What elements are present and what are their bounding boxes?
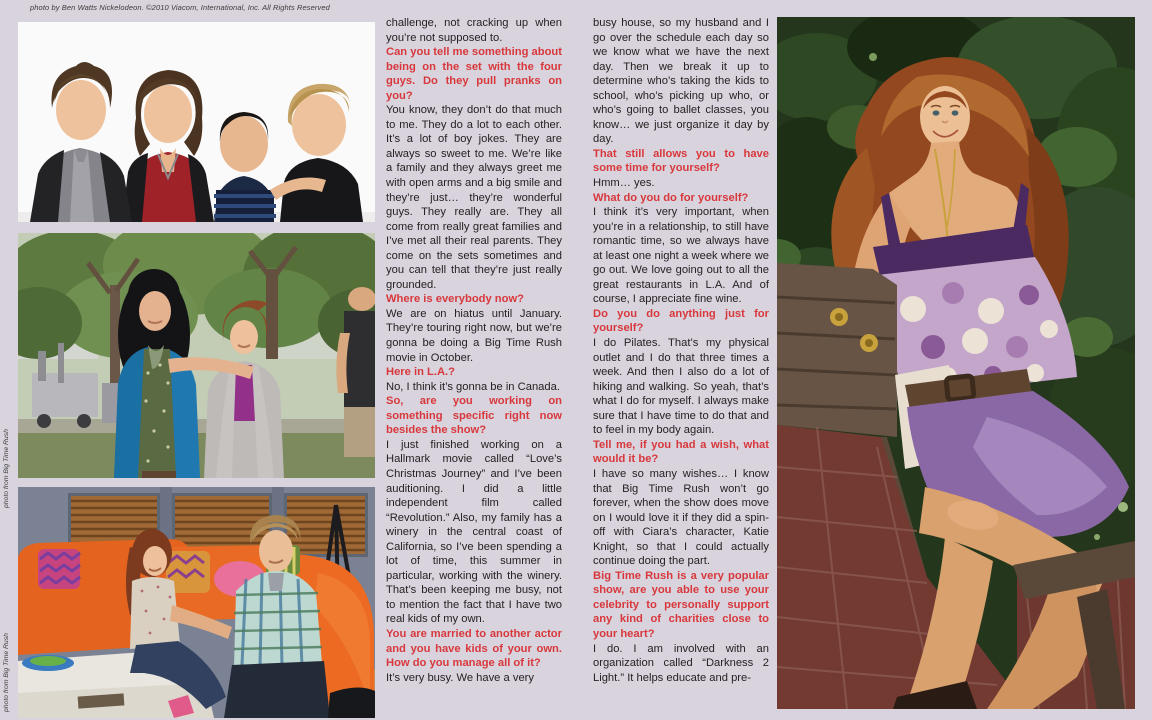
interview-question: That still allows you to have some time for yourself? xyxy=(593,147,769,175)
interview-answer: I just finished working on a Hallmark movie called “Love’s Christmas Journey” and I’ve been auditioning. I did a little independent film called “Revolution.” Also, my family has a winery in the central coast of California, so I’ve been spending a lot of time, this summer in particular, working with the winery. That’s been keeping me busy, not to mention the fact that I have two real kids of my own. xyxy=(386,438,562,626)
interview-answer: Hmm… yes. xyxy=(593,177,655,190)
band-photo-illustration xyxy=(18,22,375,222)
interview-answer: We are on hiatus until January. They’re touring right now, but we’re gonna be doing a Big Time Rush movie in October. xyxy=(386,307,562,364)
photo-couch-scene xyxy=(18,487,375,718)
interview-question: Here in L.A.? xyxy=(386,366,455,379)
interview-answer: busy house, so my husband and I go over the schedule each day so we know what we have the next day. Then we break it up to determine who’s taking the kids to school, who’s picking up who, or who’s going to ballet classes, you know… we just organize it day by day. xyxy=(593,17,769,146)
article-column-1 xyxy=(386,16,562,720)
interview-question: Can you tell me something about being on the set with the four guys. Do they pull pranks on you? xyxy=(386,46,562,102)
photo-on-set xyxy=(18,233,375,478)
interview-answer: I have so many wishes… I know that Big Time Rush won’t go forever, when the show does move on I would love it if they did a spin-off with Ciara’s character, Katie Knight, so that I could actually continue doing the part. xyxy=(593,467,769,568)
interview-answer: You know, they don’t do that much to me. They do a lot to each other. It’s a lot of boy jokes. They are always so sweet to me. We’re like a family and they always greet me with open arms and a big smile and they’re just… they’re wonderful guys. They really are. They all come from really great families and I’ve met all their real parents. They come on the sets sometimes and you can tell that they’re just really grounded. xyxy=(386,104,562,291)
interview-answer: I think it’s very important, when you’re in a relationship, to still have romantic time, so we always have at least one night a week where we go out. We love going out to all the great restaurants in L.A. And of course, I appreciate fine wine. xyxy=(593,206,769,306)
photo-portrait xyxy=(777,17,1135,709)
interview-question: Do you do anything just for yourself? xyxy=(593,307,769,335)
article-column-2 xyxy=(593,16,769,720)
interview-question: Tell me, if you had a wish, what would it be? xyxy=(593,438,769,466)
set-photo-illustration xyxy=(18,233,375,478)
interview-answer: I do Pilates. That’s my physical outlet and I do that three times a week. And then I also do a lot of hiking and walking. So yeah, that’s what I do for myself. I always make sure that I have time to do that and to feel in my body again. xyxy=(593,337,769,437)
interview-question: So, are you working on something specific right now besides the show? xyxy=(386,395,562,437)
interview-answer: I do. I am involved with an organization called “Darkness 2 Light.” It helps educate and pre- xyxy=(593,642,769,684)
interview-question: You are married to another actor and you have kids of your own. How do you manage all of it? xyxy=(386,627,562,670)
interview-answer: challenge, not cracking up when you’re not supposed to. xyxy=(386,17,562,44)
photo-credit-side-1: photo from Big Time Rush xyxy=(3,429,10,508)
interview-question: What do you do for yourself? xyxy=(593,191,749,204)
photo-credit-top: photo by Ben Watts Nickelodeon. ©2010 Viacom, International, Inc. All Rights Reserved xyxy=(30,3,330,12)
interview-question: Where is everybody now? xyxy=(386,293,525,306)
photo-credit-side-2: photo from Big Time Rush xyxy=(3,633,10,712)
interview-question: Big Time Rush is a very popular show, are you able to use your celebrity to personally support any kind of charities close to your heart? xyxy=(593,569,769,640)
portrait-photo-illustration xyxy=(777,17,1135,709)
interview-answer: It’s very busy. We have a very xyxy=(386,671,534,684)
photo-band-group xyxy=(18,22,375,222)
interview-answer: No, I think it’s gonna be in Canada. xyxy=(386,380,560,393)
couch-photo-illustration xyxy=(18,487,375,718)
